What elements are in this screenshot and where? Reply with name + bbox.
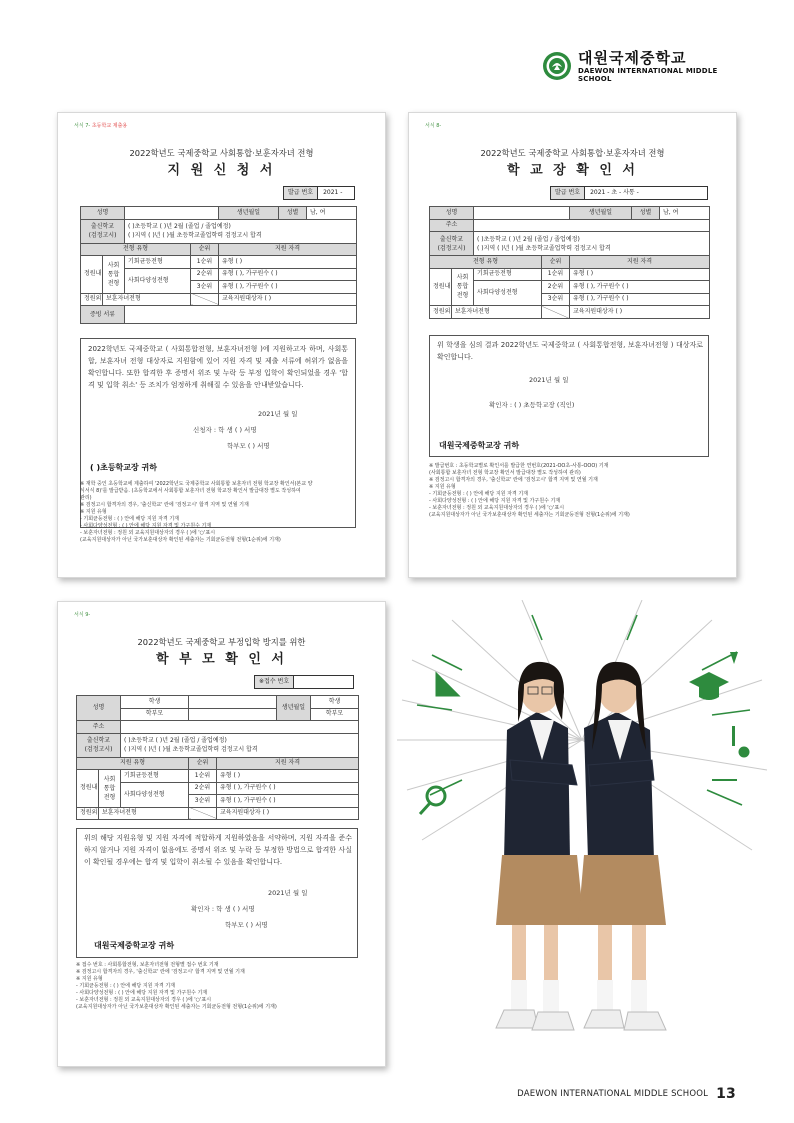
equal-opportunity-label: 기회균등전형: [125, 256, 191, 269]
qualification-3: 유형 ( ), 가구원수 ( ): [570, 293, 710, 306]
pledge-text: 위의 해당 지원유형 및 지원 자격에 적합하게 지원하였음을 서약하며, 지원 자격을 준수하지 않거나 지원 자격이 없음에도 증명서 위조 및 누락 등 부정한 방법으로 합격한 사실이 확인될 경우에는 합격 및 입학이 취소될 수 있음을 확인합니다.: [84, 834, 352, 866]
footnotes: ※ 재학 중인 초등학교에 제출하여 '2022학년도 국제중학교 사회통합 보훈자녀 전형 학교장 확인서(본교 양 식서식 8)'를 발급받음. (초등학교에서 사회통합 보훈자녀 전형 학교장 확인서 발급대장 별도 작성하여 관리) ※ 검정고시 합격자의 경우, '출신학교' 란에 '검정고시' 합격 지역 및 연월 기재 ※ 지원 유형 - 기회균등전형 : ( ) 안에 해당 지원 자격 기재 - 사회다양성전형 : ( ) 안에 해당 지원 자격 및 가구원수 기재 - 보훈자녀전형 : 정원 외 교육지원대상자의 경우 ( )에 '○'표시 (교육지원대상자가 아닌 국가보훈대상자 확인된 세출자는 기회균등전형 전형(1순위)에 기재): [80, 481, 313, 543]
issue-number-box: [283, 186, 355, 200]
birth-parent-label: 학부모: [311, 708, 359, 721]
students-illustration: [392, 600, 772, 1070]
parent-confirmation-document: [57, 601, 386, 1067]
form-title: 학 교 장 확 인 서: [507, 163, 638, 178]
name-value: [125, 207, 219, 220]
qualification-2: 유형 ( ), 가구원수 ( ): [219, 268, 357, 281]
addressee: 대원국제중학교장 귀하: [439, 441, 520, 450]
type-header: 지원 유형: [77, 757, 189, 770]
address-header: 주소: [77, 721, 121, 734]
veteran-label: 보훈자녀전형: [452, 306, 542, 319]
gender-header: 성별: [632, 207, 660, 220]
student-left: [496, 662, 584, 1030]
form-subtitle: 2022학년도 국제중학교 부정입학 방지를 위한: [137, 637, 306, 647]
parent-label: 학부모: [121, 708, 189, 721]
documents-header: 증빙 서류: [81, 306, 125, 324]
qualification-header: 지원 자격: [219, 243, 357, 256]
rank-3: 3순위: [542, 293, 570, 306]
form-tag: 서식 8-: [425, 123, 442, 129]
student-name-value: [189, 696, 277, 709]
qualification-4: 교육지원대상자 ( ): [217, 807, 359, 820]
issue-number-label: 발급 번호: [284, 187, 318, 199]
student-right: [578, 662, 666, 1030]
issue-number-label: 발급 번호: [551, 187, 585, 199]
school-header: 출신학교 (검정고시): [81, 219, 125, 243]
out-quota-label: 정원외: [81, 293, 103, 306]
page-footer: [517, 1086, 736, 1102]
in-quota-label: 정원내: [430, 268, 452, 306]
qualification-2: 유형 ( ), 가구원수 ( ): [570, 281, 710, 294]
school-header: 출신학교 (검정고시): [77, 733, 121, 757]
student-signature: 신청자 : 학 생 ( ) 서명: [193, 426, 257, 434]
birth-header: 생년월일: [277, 696, 311, 721]
student-label: 학생: [121, 696, 189, 709]
name-header: 성명: [77, 696, 121, 721]
qualification-4: 교육지원대상자 ( ): [570, 306, 710, 319]
receipt-number-label: ※접수 번호: [255, 676, 294, 688]
qualification-3: 유형 ( ), 가구원수 ( ): [219, 281, 357, 294]
school-value: ( )초등학교 ( )년 2월 (졸업 / 졸업예정) ( )지역 ( )년 ( )월 초등학교졸업학력 검정고시 합격: [121, 733, 359, 757]
date-line: 2021년 월 일: [529, 376, 569, 384]
qualification-2: 유형 ( ), 가구원수 ( ): [217, 782, 359, 795]
application-form-document: [57, 112, 386, 578]
diagonal-cell: [189, 807, 217, 820]
footnotes: ※ 접수 번호 : 사회통합전형, 보훈자녀전형 전형별 접수 번호 기재 ※ 검정고시 합격자의 경우, '출신학교' 란에 '검정고시' 합격 지역 및 연월 기재 ※ 지원 유형 - 기회균등전형 : ( ) 안에 해당 지원 자격 기재 - 사회다양성전형 : ( ) 안에 해당 지원 자격 및 가구원수 기재 - 보훈자녀전형 : 정원 외 교육지원대상자의 경우 ( )에 '○'표시 (교육지원대상자가 아닌 국가보훈대상자 확인된 세출자는 기회균등전형 전형(1순위)에 기재): [76, 962, 277, 1010]
footer-school-name: DAEWON INTERNATIONAL MIDDLE SCHOOL: [517, 1089, 709, 1099]
type-header: 전형 유형: [81, 243, 191, 256]
address-header: 주소: [430, 219, 474, 232]
veteran-label: 보훈자녀전형: [103, 293, 191, 306]
name-value: [474, 207, 570, 220]
receipt-number-box: [254, 675, 354, 689]
social-integration-label: 사회 통합 전형: [99, 770, 121, 808]
rank-1: 1순위: [191, 256, 219, 269]
form-title: 지 원 신 청 서: [167, 163, 276, 178]
documents-value: [125, 306, 357, 324]
qualification-header: 지원 자격: [217, 757, 359, 770]
social-diversity-label: 사회다양성전형: [474, 281, 542, 306]
school-value: ( )초등학교 ( )년 2월 (졸업 / 졸업예정) ( )지역 ( )년 ( )월 초등학교졸업학력 검정고시 합격: [474, 232, 710, 256]
page-number: 13: [716, 1086, 736, 1102]
rank-3: 3순위: [189, 795, 217, 808]
qualification-4: 교육지원대상자 ( ): [219, 293, 357, 306]
birth-header: 생년월일: [570, 207, 632, 220]
addressee: ( )초등학교장 귀하: [90, 463, 157, 472]
logo-korean: 대원국제중학교: [578, 48, 687, 67]
birth-student-label: 학생: [311, 696, 359, 709]
gender-value: 남, 여: [307, 207, 357, 220]
in-quota-label: 정원내: [81, 256, 103, 294]
rank-1: 1순위: [189, 770, 217, 783]
date-line: 2021년 월 일: [258, 410, 298, 418]
name-header: 성명: [81, 207, 125, 220]
receipt-number-value: [294, 676, 304, 688]
form-tag: 서식 9-: [74, 612, 91, 618]
qualification-1: 유형 ( ): [570, 268, 710, 281]
parent-signature: 학부모 ( ) 서명: [227, 442, 270, 450]
student-info-table: [429, 206, 710, 319]
qualification-1: 유형 ( ): [217, 770, 359, 783]
student-signature: 확인자 : 학 생 ( ) 서명: [191, 905, 255, 913]
equal-opportunity-label: 기회균등전형: [121, 770, 189, 783]
form-subtitle: 2022학년도 국제중학교 사회통합·보훈자자녀 전형: [129, 148, 314, 158]
social-diversity-label: 사회다양성전형: [125, 268, 191, 293]
qualification-3: 유형 ( ), 가구원수 ( ): [217, 795, 359, 808]
diagonal-cell: [191, 293, 219, 306]
students-photo: [392, 600, 772, 1070]
applicant-info-table: [80, 206, 357, 324]
gender-header: 성별: [279, 207, 307, 220]
rank-1: 1순위: [542, 268, 570, 281]
school-value: ( )초등학교 ( )년 2월 (졸업 / 졸업예정) ( )지역 ( )년 ( )월 초등학교졸업학력 검정고시 합격: [125, 219, 357, 243]
out-quota-label: 정원외: [77, 807, 99, 820]
type-header: 전형 유형: [430, 256, 542, 269]
qualification-1: 유형 ( ): [219, 256, 357, 269]
logo-english: DAEWON INTERNATIONAL MIDDLE SCHOOL: [578, 66, 718, 83]
date-line: 2021년 월 일: [268, 889, 308, 897]
school-emblem-icon: [542, 51, 572, 81]
rank-header: 순위: [189, 757, 217, 770]
principal-signature: 확인자 : ( ) 초등학교장 (직인): [489, 401, 575, 409]
rank-2: 2순위: [191, 268, 219, 281]
diagonal-cell: [542, 306, 570, 319]
address-value: [474, 219, 710, 232]
social-integration-label: 사회 통합 전형: [452, 268, 474, 306]
gender-value: 남, 여: [660, 207, 710, 220]
form-tag: 서식 7- 초등학교 제출용: [74, 123, 128, 129]
rank-header: 순위: [542, 256, 570, 269]
out-quota-label: 정원외: [430, 306, 452, 319]
form-title: 학 부 모 확 인 서: [156, 652, 287, 667]
declaration-text: 2022학년도 국제중학교 ( 사회통합전형, 보훈자녀전형 )에 지원하고자 하며, 사회통합, 보훈자녀 전형 대상자로 지원함에 있어 지원 자격 및 제출 서류에 허위가 없음을 확인합니다. 또한 합격한 후 증명서 위조 및 누락 등 부정 입학이 확인되었을 경우 '합격 및 입학 취소' 등 조치가 엄정하게 취해질 수 있음을 안내받았습니다.: [88, 345, 348, 389]
confirmation-text: 위 학생을 심의 결과 2022학년도 국제중학교 ( 사회통합전형, 보훈자녀전형 ) 대상자로 확인합니다.: [437, 341, 703, 361]
address-value: [121, 721, 359, 734]
veteran-label: 보훈자녀전형: [99, 807, 189, 820]
birth-header: 생년월일: [219, 207, 279, 220]
parent-name-value: [189, 708, 277, 721]
addressee: 대원국제중학교장 귀하: [94, 941, 175, 950]
school-logo: [542, 50, 722, 82]
issue-number-value: 2021 -: [323, 189, 343, 196]
social-diversity-label: 사회다양성전형: [121, 782, 189, 807]
rank-3: 3순위: [191, 281, 219, 294]
issue-number-value: 2021 - 초 - 사통 -: [590, 189, 639, 196]
school-header: 출신학교 (검정고시): [430, 232, 474, 256]
form-subtitle: 2022학년도 국제중학교 사회통합·보훈자자녀 전형: [480, 148, 665, 158]
social-integration-label: 사회 통합 전형: [103, 256, 125, 294]
equal-opportunity-label: 기회균등전형: [474, 268, 542, 281]
parent-signature: 학부모 ( ) 서명: [225, 921, 268, 929]
qualification-header: 지원 자격: [570, 256, 710, 269]
parent-info-table: [76, 695, 359, 820]
name-header: 성명: [430, 207, 474, 220]
issue-number-box: [550, 186, 708, 200]
rank-2: 2순위: [542, 281, 570, 294]
footnotes: ※ 발급번호 : 초등학교별로 확인서를 발급한 연번호(2021-OO초-사통-OOO) 기재 (사회통합 보훈자녀 전형 학교장 확인서 발급대장 별도 작성하여 관리) ※ 검정고시 합격자의 경우, '출신학교' 란에 '검정고시' 합격 지역 및 연월 기재 ※ 지원 유형 - 기회균등전형 : ( ) 안에 해당 지원 자격 기재 - 사회다양성전형 : ( ) 안에 해당 지원 자격 및 가구원수 기재 - 보훈자녀전형 : 정원 외 교육지원대상자의 경우 ( )에 '○'표시 (교육지원대상자가 아닌 국가보훈대상자 확인된 세출자는 기회균등전형 전형(1순위)에 기재): [429, 463, 630, 518]
in-quota-label: 정원내: [77, 770, 99, 808]
principal-confirmation-document: [408, 112, 737, 578]
rank-2: 2순위: [189, 782, 217, 795]
rank-header: 순위: [191, 243, 219, 256]
